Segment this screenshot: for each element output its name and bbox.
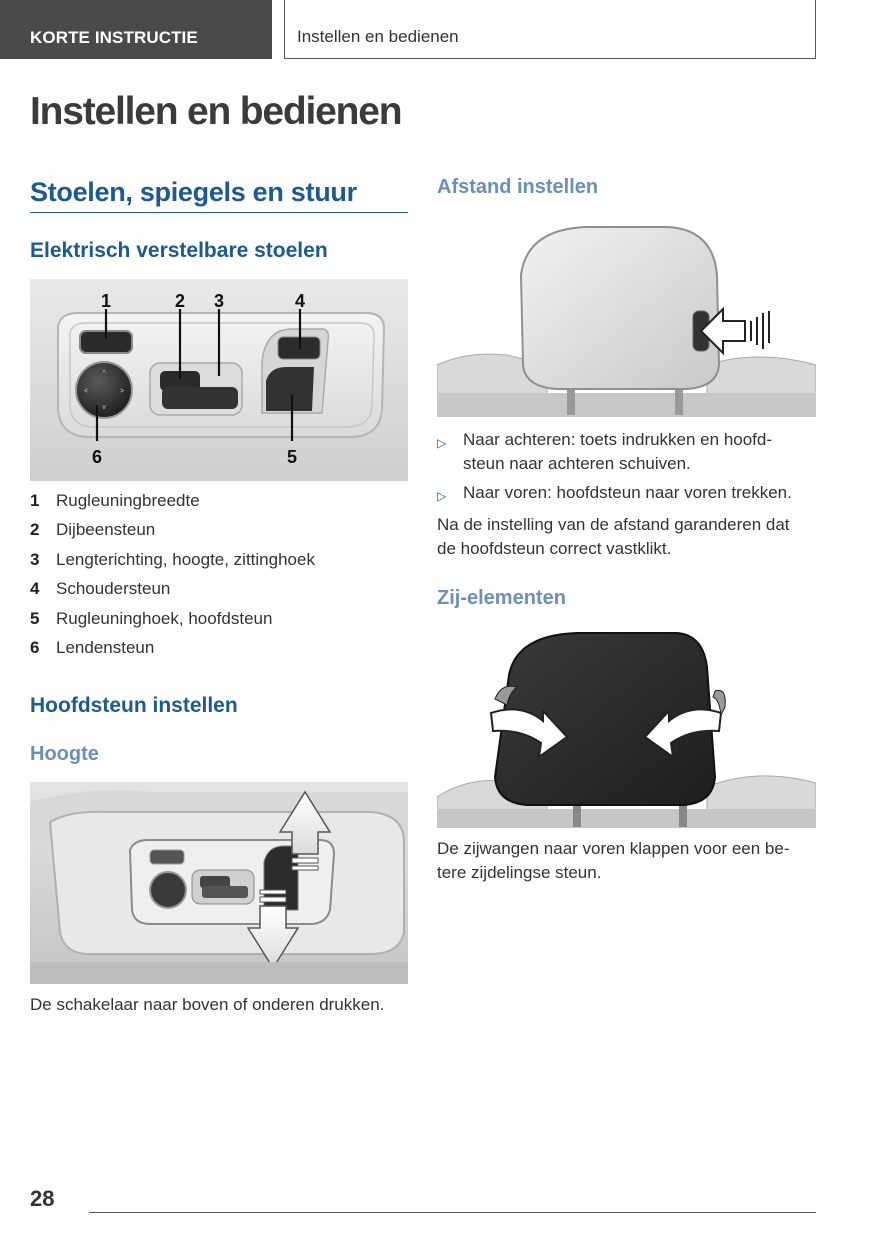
headrest-height-illustration bbox=[30, 782, 408, 984]
item-label: Lendensteun bbox=[56, 637, 155, 657]
list-item bbox=[30, 638, 408, 667]
distance-instructions bbox=[437, 428, 817, 561]
bullet-line: steun naar achteren schuiven. bbox=[463, 454, 691, 473]
svg-text:v: v bbox=[102, 404, 106, 411]
height-instruction: De schakelaar naar boven of onderen drukken. bbox=[30, 995, 385, 1014]
note-line: de hoofdsteun correct vastklikt. bbox=[437, 539, 672, 558]
item-number: 5 bbox=[30, 608, 40, 628]
list-item bbox=[30, 609, 408, 638]
callout-3: 3 bbox=[213, 291, 225, 311]
list-item bbox=[30, 520, 408, 549]
item-label: Lengterichting, hoogte, zittinghoek bbox=[56, 549, 315, 569]
item-label: Schoudersteun bbox=[56, 579, 171, 599]
item-label: Rugleuningbreedte bbox=[56, 491, 200, 510]
svg-text:^: ^ bbox=[102, 370, 106, 377]
text-line: tere zijdelingse steun. bbox=[437, 863, 602, 882]
bullet-text bbox=[463, 428, 772, 476]
text-line: De zijwangen naar voren klappen voor een be- bbox=[437, 839, 790, 858]
callout-4: 4 bbox=[294, 291, 306, 311]
bullet-text: Naar voren: hoofdsteun naar voren trekken. bbox=[463, 483, 792, 502]
page-title: Instellen en bedienen bbox=[30, 90, 402, 133]
section-tab: KORTE INSTRUCTIE bbox=[0, 0, 272, 59]
svg-text:>: > bbox=[119, 388, 125, 395]
section-heading: Stoelen, spiegels en stuur bbox=[30, 177, 408, 213]
side-elements-heading: Zij-elementen bbox=[437, 587, 566, 609]
headrest-heading: Hoofdsteun instellen bbox=[30, 694, 238, 717]
seat-controls-illustration bbox=[30, 279, 408, 481]
side-elements-text bbox=[437, 837, 817, 885]
item-number: 2 bbox=[30, 520, 40, 540]
callout-2: 2 bbox=[174, 291, 186, 311]
height-heading: Hoogte bbox=[30, 743, 99, 765]
callout-5: 5 bbox=[286, 447, 298, 467]
callout-6: 6 bbox=[91, 447, 103, 467]
note-line: Na de instelling van de afstand garanderen dat bbox=[437, 515, 790, 534]
item-number: 4 bbox=[30, 579, 40, 599]
seat-function-list bbox=[30, 491, 408, 667]
bullet-line: Naar achteren: toets indrukken en hoofd- bbox=[463, 430, 773, 449]
item-number: 3 bbox=[30, 549, 40, 569]
headrest-distance-illustration bbox=[437, 215, 816, 417]
footer-divider bbox=[89, 1212, 816, 1213]
item-label: Dijbeensteun bbox=[56, 520, 156, 540]
side-elements-illustration bbox=[437, 627, 816, 828]
list-item bbox=[30, 579, 408, 608]
callout-1: 1 bbox=[100, 291, 112, 311]
right-triangle-icon: ▷ bbox=[437, 489, 447, 503]
svg-text:<: < bbox=[83, 388, 89, 395]
right-triangle-icon: ▷ bbox=[437, 436, 447, 450]
item-number: 6 bbox=[30, 637, 40, 657]
bullet-item bbox=[437, 428, 817, 476]
distance-note bbox=[437, 513, 817, 561]
list-item bbox=[30, 550, 408, 579]
distance-heading: Afstand instellen bbox=[437, 176, 599, 198]
item-label: Rugleuninghoek, hoofdsteun bbox=[56, 608, 273, 628]
seats-heading: Elektrisch verstelbare stoelen bbox=[30, 239, 328, 262]
item-number: 1 bbox=[30, 491, 40, 510]
chapter-header: Instellen en bedienen bbox=[284, 0, 816, 59]
bullet-item bbox=[437, 481, 817, 508]
page-number: 28 bbox=[30, 1186, 55, 1211]
list-item bbox=[30, 491, 408, 520]
